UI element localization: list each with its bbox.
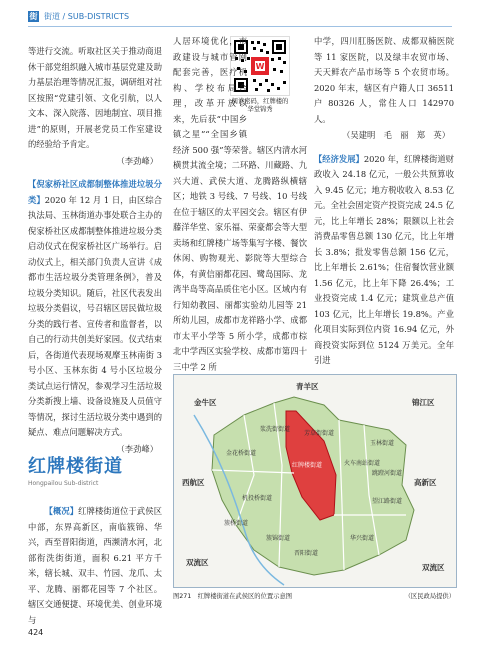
map-label-subdistrict: 望江路街道 — [372, 498, 403, 505]
author-signature: （吴建明 毛 丽 郑 英） — [342, 130, 450, 140]
column-1-overview — [28, 504, 162, 628]
author-signature: （李劲峰） — [116, 155, 158, 166]
location-map — [173, 374, 457, 588]
column-2 — [173, 34, 307, 375]
section-title-block — [28, 452, 162, 487]
map-label-subdistrict: 金花桥街道 — [226, 450, 257, 457]
map-label-subdistrict: 簇锦街道 — [266, 535, 291, 542]
economy-label: 【经济发展】 — [314, 153, 364, 164]
map-label-district: 锦江区 — [412, 398, 435, 407]
map-label-subdistrict: 浆洗街街道 — [260, 426, 291, 433]
map-label-district: 双流区 — [186, 558, 209, 567]
map-label-district: 双流区 — [422, 563, 445, 572]
map-label-subdistrict: 跳蹬河街道 — [372, 470, 403, 477]
map-label-subdistrict: 玉林街道 — [370, 440, 395, 447]
qr-float-spacer — [247, 34, 307, 130]
header-section-label: 街道 / SUB-DISTRICTS — [44, 11, 130, 21]
map-label-subdistrict: 晋阳街道 — [294, 550, 319, 557]
figure-title: 图271 红牌楼街道在武侯区的位置示意图 — [173, 593, 293, 600]
running-header — [28, 9, 129, 23]
qr-caption: 阅读密码，红牌楼的华堂锦秀 — [231, 98, 289, 113]
column-1 — [28, 44, 162, 457]
paragraph: 2020 年 12 月 1 日，由区综合执法局、玉林街道办事处联合主办的倪家桥社区成都制整体推进垃圾分类启动仪式在倪家桥社区广场举行。启动仪式上，相关部门负责人宣讲《成都市生活垃圾分类管理条例》，普及垃圾分类知识。随后，社区代表发出垃圾分类倡议，号召辖区居民做垃圾分类的践行者、宣传者和监督者，以自己的行动共创美好家园。仪式结束后，各街道代表现场观摩玉林南街 3 号小区、玉林东街 4 号小区垃圾分类试点运行情况，参观学习生活垃圾分类新搜上墙、设备设施及人员值守等情况，探讨生活垃圾分类中遇到的疑点、难点问题解决方式。 — [28, 194, 162, 437]
map-label-subdistrict: 簇桥街道 — [224, 520, 249, 527]
author-signature: （李劲峰） — [116, 443, 158, 454]
map-caption — [173, 591, 455, 600]
map-label-subdistrict: 火车南站街道 — [344, 460, 381, 467]
map-label-subdistrict: 芳草街街道 — [304, 430, 335, 437]
paragraph: 中学，四川肛肠医院、成都双楠医院等 11 家医院，以及绿丰农贸市场、天天鲜农产品市场等 5 个农贸市场。2020 年末，辖区有户籍人口 36511 户 80326 人，常住人口 142970 人。 — [314, 36, 454, 124]
paragraph: 等进行交流。听取社区关于推动商退休干部党组织融入城市基层党建及助力基层治理等情况汇报，调研组对社区按照“党建引领、文化引航，以人文本、深入院落、因地制宜、项目推进”的原则，开展老党员工作室建设的经验给予肯定。 — [28, 46, 162, 149]
figure-source: （区民政局提供） — [404, 593, 455, 600]
map-label-district: 青羊区 — [296, 382, 319, 391]
map-label-district: 金牛区 — [194, 398, 217, 407]
paragraph: 人居环境优化，市政建设与城市管网配套完善，医疗机构、学校布局合理，改革开放以来，先后获“中国乡镇之星”“全国乡镇经济 500 强”等荣誉。辖区内清水河横贯其流全境；二环路、川藏路、九兴大道、武侯大道、龙腾路纵横辖区；地铁 3 号线、7 号线、10 号线在位于辖区的太平园交会。辖区有伊藤洋华堂、家乐福、荣豪都会等大型卖场和红牌楼广场等集写字楼、餐饮休闲、购物观光、影院等大型综合体，有黄信丽都花园、鹭岛国际、龙湾半岛等高品质住宅小区。区域内有行知幼教园、丽都实验幼儿园等 21 所幼儿园，成都市龙祥路小学、成都市太平小学等 5 所小学，成都市棕北中学西区实验学校、成都市第四十三中学 2 所 — [173, 36, 307, 372]
map-label-subdistrict: 机投桥街道 — [242, 495, 273, 502]
page-subtitle: Hongpailou Sub-district — [28, 480, 99, 487]
section-title: 【倪家桥社区成都制整体推进垃圾分类】 — [28, 179, 162, 205]
page-title: 红牌楼街道 — [28, 456, 123, 477]
overview-label: 【概况】 — [44, 506, 79, 516]
map-label-district: 高新区 — [414, 478, 437, 487]
map-label-subdistrict: 华兴街道 — [350, 535, 375, 542]
map-label-highlight: 红牌楼街道 — [292, 462, 323, 469]
map-label-district: 西航区 — [182, 478, 205, 487]
section-heading — [28, 177, 162, 441]
header-rule — [28, 26, 452, 27]
header-logo-icon: 街 — [29, 11, 38, 21]
page-number: 424 — [28, 628, 44, 637]
section-heading — [314, 152, 454, 369]
column-3 — [314, 34, 454, 369]
paragraph: 红牌楼街道位于武侯区中部，东界高新区，南临簇锦、华兴，西至晋阳街道，西濒清水河，北部衔洗街街道，面积 6.21 平方千米，辖长城、双丰、竹园、龙爪、太平、龙腾、丽都花园等 7 个社区。辖区交通便捷、环境优美、创业环境与 — [28, 506, 162, 625]
paragraph: 2020 年，红牌楼街道财政收入 24.18 亿元，一般公共预算收入 9.45 亿元；地方税收收入 8.53 亿元。全社会固定资产投资完成 24.5 亿元，比上年增长 28%；限额以上社会消费品零售总额 130 亿元，比上年增长 3.8%；批发零售总额 156 亿元，比上年增长 2.61%；住宿餐饮营业额 1.56 亿元，比上年下降 26.4%；工业投资完成 1.4 亿元；建筑业总产值 103 亿元，比上年增长 19.8%。产业化项目实际到位内资 16.94 亿元，外商投资实际到位 5124 万美元。全年引进 — [314, 153, 454, 365]
svg-text:W: W — [255, 62, 265, 71]
